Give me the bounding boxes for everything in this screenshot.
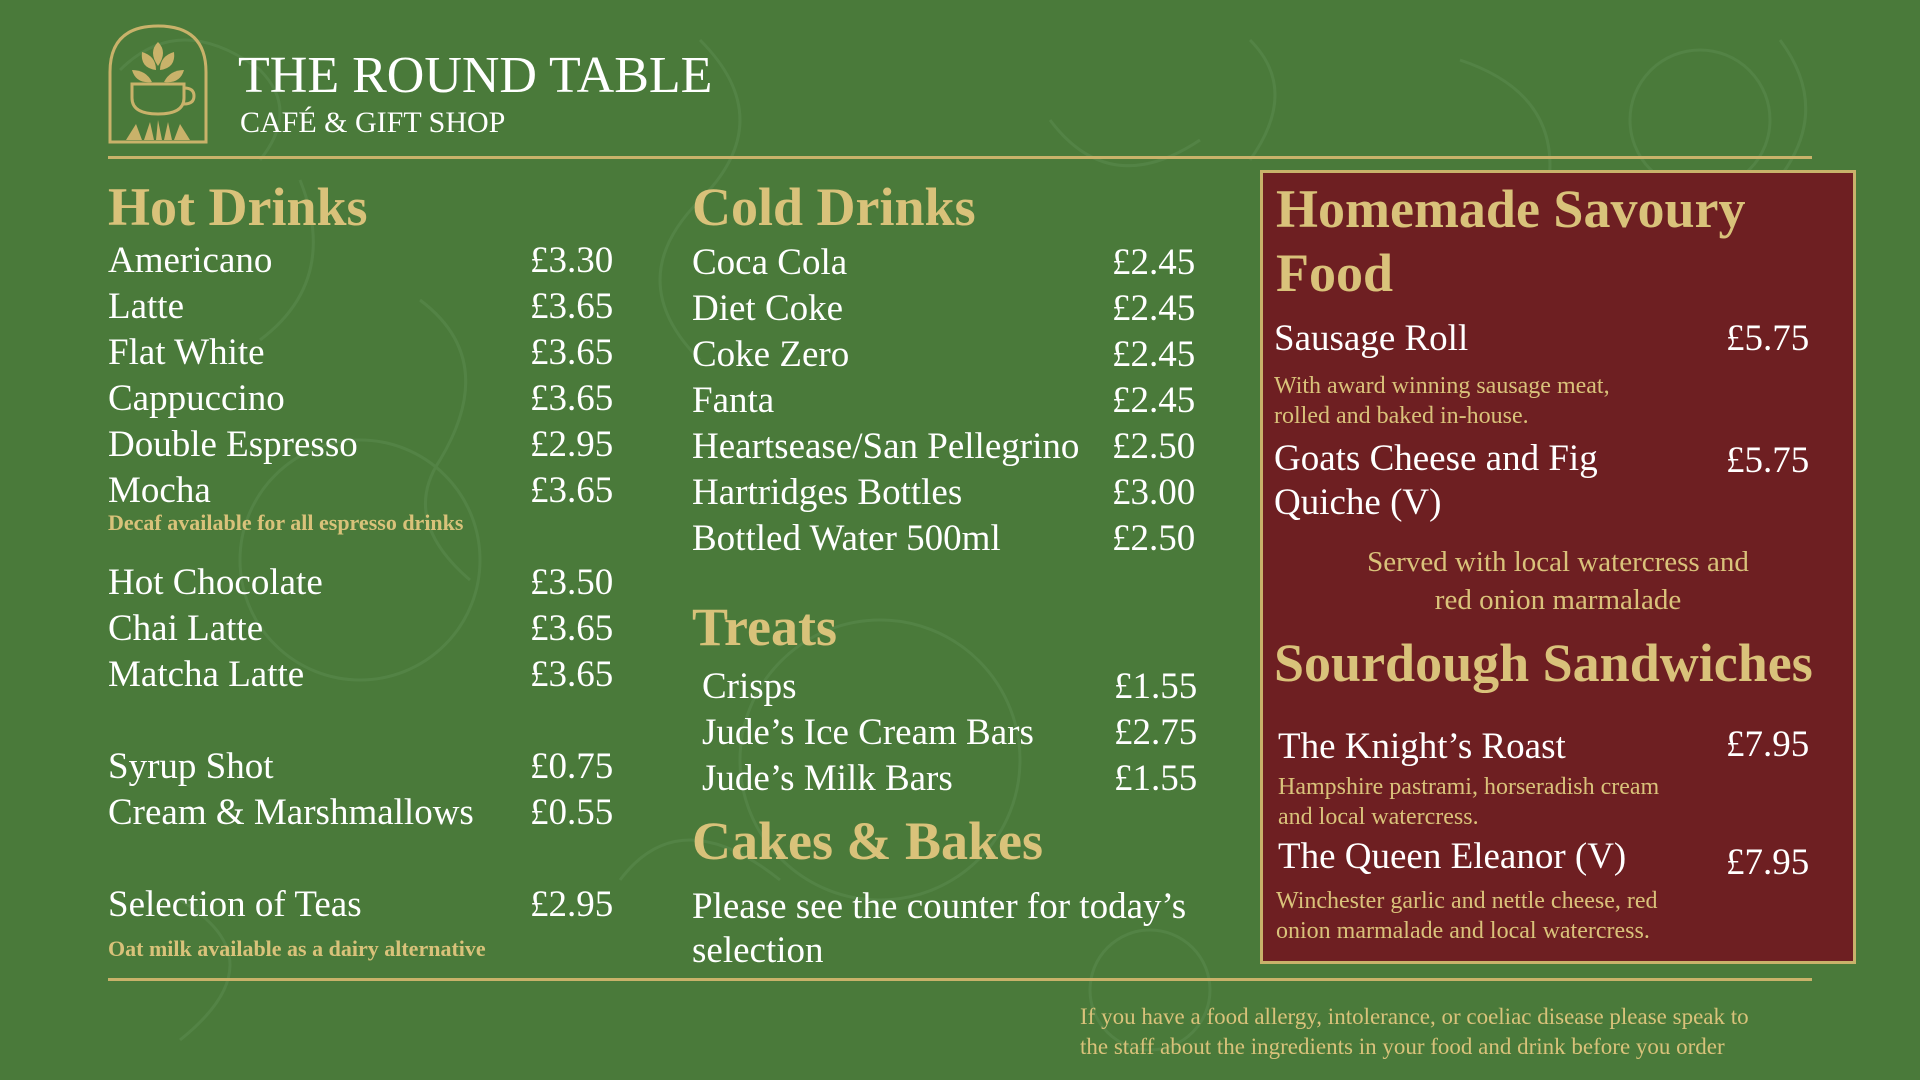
menu-item-price: £3.65: [530, 470, 614, 511]
menu-item-price: £3.30: [530, 240, 614, 281]
menu-item-name: Heartsease/San Pellegrino: [692, 426, 1080, 467]
menu-item-name: Jude’s Milk Bars: [702, 758, 953, 799]
menu-item-name: Jude’s Ice Cream Bars: [702, 712, 1034, 753]
menu-item-price: £2.50: [1112, 518, 1196, 559]
menu-item-name: Americano: [108, 240, 273, 281]
served-with-note: red onion marmalade: [1434, 584, 1682, 616]
menu-item-price: £0.75: [530, 746, 614, 787]
menu-item-name: Fanta: [692, 380, 775, 421]
cakes-text: Please see the counter for today’s: [692, 886, 1187, 927]
menu-item-price: £1.55: [1114, 758, 1198, 799]
cafe-logo-icon: [106, 22, 210, 146]
menu-item-name: Hot Chocolate: [108, 562, 323, 603]
menu-item-price: £3.00: [1112, 472, 1196, 513]
oat-milk-note: Oat milk available as a dairy alternative: [108, 936, 486, 961]
menu-item-name: Goats Cheese and Fig: [1274, 438, 1598, 479]
hot-drinks-heading: Hot Drinks: [108, 177, 368, 237]
savoury-heading: Homemade Savoury: [1276, 179, 1746, 239]
menu-item-price: £2.95: [530, 424, 614, 465]
savoury-heading: Food: [1276, 243, 1394, 303]
menu-item-price: £5.75: [1726, 440, 1810, 481]
menu-item-name: Crisps: [702, 666, 797, 707]
menu-item-price: £3.65: [530, 608, 614, 649]
treats-heading: Treats: [692, 597, 837, 657]
menu-item-name: Coke Zero: [692, 334, 850, 375]
menu-item-name: Cappuccino: [108, 378, 285, 419]
menu-item-price: £2.45: [1112, 242, 1196, 283]
menu-item-price: £7.95: [1726, 842, 1810, 883]
menu-item-price: £0.55: [530, 792, 614, 833]
menu-item-price: £7.95: [1726, 724, 1810, 765]
sandwiches-heading: Sourdough Sandwiches: [1274, 633, 1813, 693]
decaf-note: Decaf available for all espresso drinks: [108, 510, 464, 535]
menu-item-name: The Knight’s Roast: [1278, 726, 1566, 767]
menu-item-price: £2.50: [1112, 426, 1196, 467]
brand-subtitle: CAFÉ & GIFT SHOP: [240, 106, 506, 139]
brand-title: THE ROUND TABLE: [238, 47, 713, 104]
menu-item-name: Hartridges Bottles: [692, 472, 963, 513]
menu-item-name: Cream & Marshmallows: [108, 792, 474, 833]
cakes-heading: Cakes & Bakes: [692, 811, 1044, 871]
menu-item-name: Syrup Shot: [108, 746, 274, 787]
footer-divider: [108, 978, 1812, 981]
menu-item-price: £2.75: [1114, 712, 1198, 753]
menu-item-name: Diet Coke: [692, 288, 844, 329]
menu-item-price: £3.65: [530, 654, 614, 695]
menu-item-name: Sausage Roll: [1274, 318, 1469, 359]
menu-item-description: Winchester garlic and nettle cheese, red: [1276, 888, 1658, 914]
menu-item-description: onion marmalade and local watercress.: [1276, 918, 1650, 944]
menu-item-name: Matcha Latte: [108, 654, 305, 695]
menu-item-name: Bottled Water 500ml: [692, 518, 1001, 559]
cold-drinks-heading: Cold Drinks: [692, 177, 976, 237]
menu-item-description: rolled and baked in-house.: [1274, 403, 1529, 429]
served-with-note: Served with local watercress and: [1367, 546, 1749, 578]
allergy-notice-line: If you have a food allergy, intolerance, or coeliac disease please speak to: [1080, 1004, 1749, 1029]
menu-item-description: and local watercress.: [1278, 804, 1479, 830]
menu-item-name: Mocha: [108, 470, 211, 511]
menu-item-name: Double Espresso: [108, 424, 358, 465]
menu-item-name: Flat White: [108, 332, 265, 373]
menu-item-name: Chai Latte: [108, 608, 264, 649]
menu-item-name: Coca Cola: [692, 242, 848, 283]
allergy-notice: [1080, 1002, 1820, 1062]
menu-item-name: The Queen Eleanor (V): [1278, 836, 1627, 877]
menu-item-description: Hampshire pastrami, horseradish cream: [1278, 774, 1660, 800]
menu-item-name: Latte: [108, 286, 185, 327]
menu-item-price: £2.45: [1112, 334, 1196, 375]
menu-item-price: £3.65: [530, 332, 614, 373]
menu-item-price: £1.55: [1114, 666, 1198, 707]
menu-item-price: £3.65: [530, 286, 614, 327]
menu-item-name: Selection of Teas: [108, 884, 362, 925]
menu-item-description: With award winning sausage meat,: [1274, 373, 1610, 399]
menu-item-price: £2.95: [530, 884, 614, 925]
menu-item-price: £5.75: [1726, 318, 1810, 359]
menu-item-price: £3.65: [530, 378, 614, 419]
menu-item-name: Quiche (V): [1274, 482, 1442, 523]
allergy-notice-line: the staff about the ingredients in your food and drink before you order: [1080, 1034, 1725, 1059]
header-divider: [108, 156, 1812, 159]
menu-item-price: £2.45: [1112, 380, 1196, 421]
menu-item-price: £3.50: [530, 562, 614, 603]
menu-item-price: £2.45: [1112, 288, 1196, 329]
cakes-text: selection: [692, 930, 824, 971]
